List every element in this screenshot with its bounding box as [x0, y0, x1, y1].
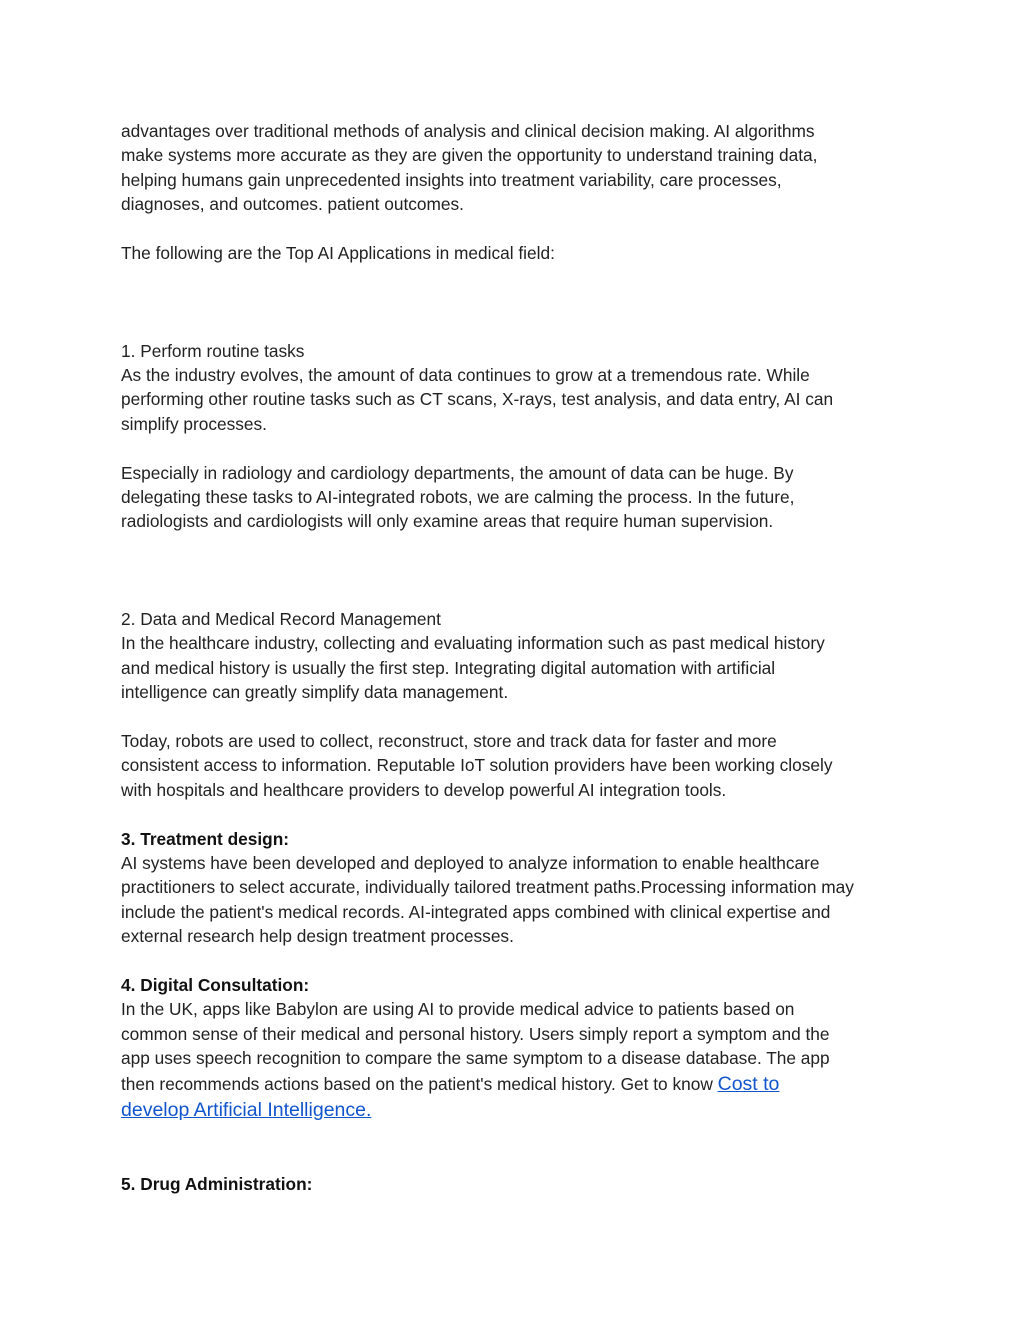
text-line: advantages over traditional methods of analysis and clinical decision making. AI algorithms [121, 121, 815, 141]
text-line: consistent access to information. Reputable IoT solution providers have been working closely [121, 755, 833, 776]
text-line: In the UK, apps like Babylon are using AI to provide medical advice to patients based on [121, 999, 795, 1020]
link-continuation-line [121, 1097, 911, 1123]
text-line: helping humans gain unprecedented insights into treatment variability, care processes, [121, 169, 782, 190]
text-line: app uses speech recognition to compare the same symptom to a disease database. The app [121, 1048, 830, 1069]
text-line: and medical history is usually the first step. Integrating digital automation with artificial [121, 657, 776, 678]
text-line: delegating these tasks to AI-integrated robots, we are calming the process. In the future, [121, 487, 795, 508]
text-line-with-link [121, 1071, 911, 1097]
text-line: external research help design treatment processes. [121, 926, 514, 947]
section-3-paragraph-1 [121, 851, 911, 949]
text-line: make systems more accurate as they are given the opportunity to understand training data, [121, 145, 818, 166]
cost-to-develop-ai-link-continued[interactable]: develop Artificial Intelligence. [121, 1098, 372, 1121]
document-page [121, 119, 911, 1196]
section-2-paragraph-1 [121, 631, 911, 704]
cost-to-develop-ai-link[interactable]: Cost to [717, 1072, 780, 1095]
text-segment: then recommends actions based on the patient's medical history. Get to know [121, 1073, 718, 1094]
text-line: As the industry evolves, the amount of data continues to grow at a tremendous rate. While [121, 365, 810, 386]
text-line: with hospitals and healthcare providers to develop powerful AI integration tools. [121, 779, 727, 800]
section-heading-routine-tasks: 1. Perform routine tasks [121, 340, 305, 361]
lead-in-text: The following are the Top AI Applications in medical field: [121, 243, 555, 264]
section-heading-drug-administration: 5. Drug Administration: [121, 1173, 313, 1194]
section-2-paragraph-2 [121, 729, 911, 802]
text-line: In the healthcare industry, collecting and evaluating information such as past medical history [121, 633, 825, 654]
text-line: diagnoses, and outcomes. patient outcomes. [121, 194, 464, 215]
section-4-paragraph-1 [121, 997, 911, 1122]
text-line: Especially in radiology and cardiology departments, the amount of data can be huge. By [121, 462, 794, 483]
text-line: include the patient's medical records. AI-integrated apps combined with clinical expertise and [121, 901, 831, 922]
text-line: radiologists and cardiologists will only examine areas that require human supervision. [121, 511, 774, 532]
section-1-paragraph-2 [121, 461, 911, 534]
section-heading-data-management: 2. Data and Medical Record Management [121, 609, 441, 630]
section-1-paragraph-1 [121, 363, 911, 436]
section-heading-treatment-design: 3. Treatment design: [121, 828, 290, 849]
text-line: AI systems have been developed and deployed to analyze information to enable healthcare [121, 853, 820, 874]
text-line: practitioners to select accurate, individually tailored treatment paths.Processing information may [121, 877, 854, 898]
text-line: intelligence can greatly simplify data management. [121, 682, 509, 703]
intro-paragraph [121, 119, 911, 217]
text-line: Today, robots are used to collect, reconstruct, store and track data for faster and more [121, 731, 777, 752]
section-heading-digital-consultation: 4. Digital Consultation: [121, 975, 310, 996]
text-line: simplify processes. [121, 413, 267, 434]
text-line: common sense of their medical and personal history. Users simply report a symptom and the [121, 1023, 830, 1044]
text-line: performing other routine tasks such as CT scans, X-rays, test analysis, and data entry, AI can [121, 389, 834, 410]
